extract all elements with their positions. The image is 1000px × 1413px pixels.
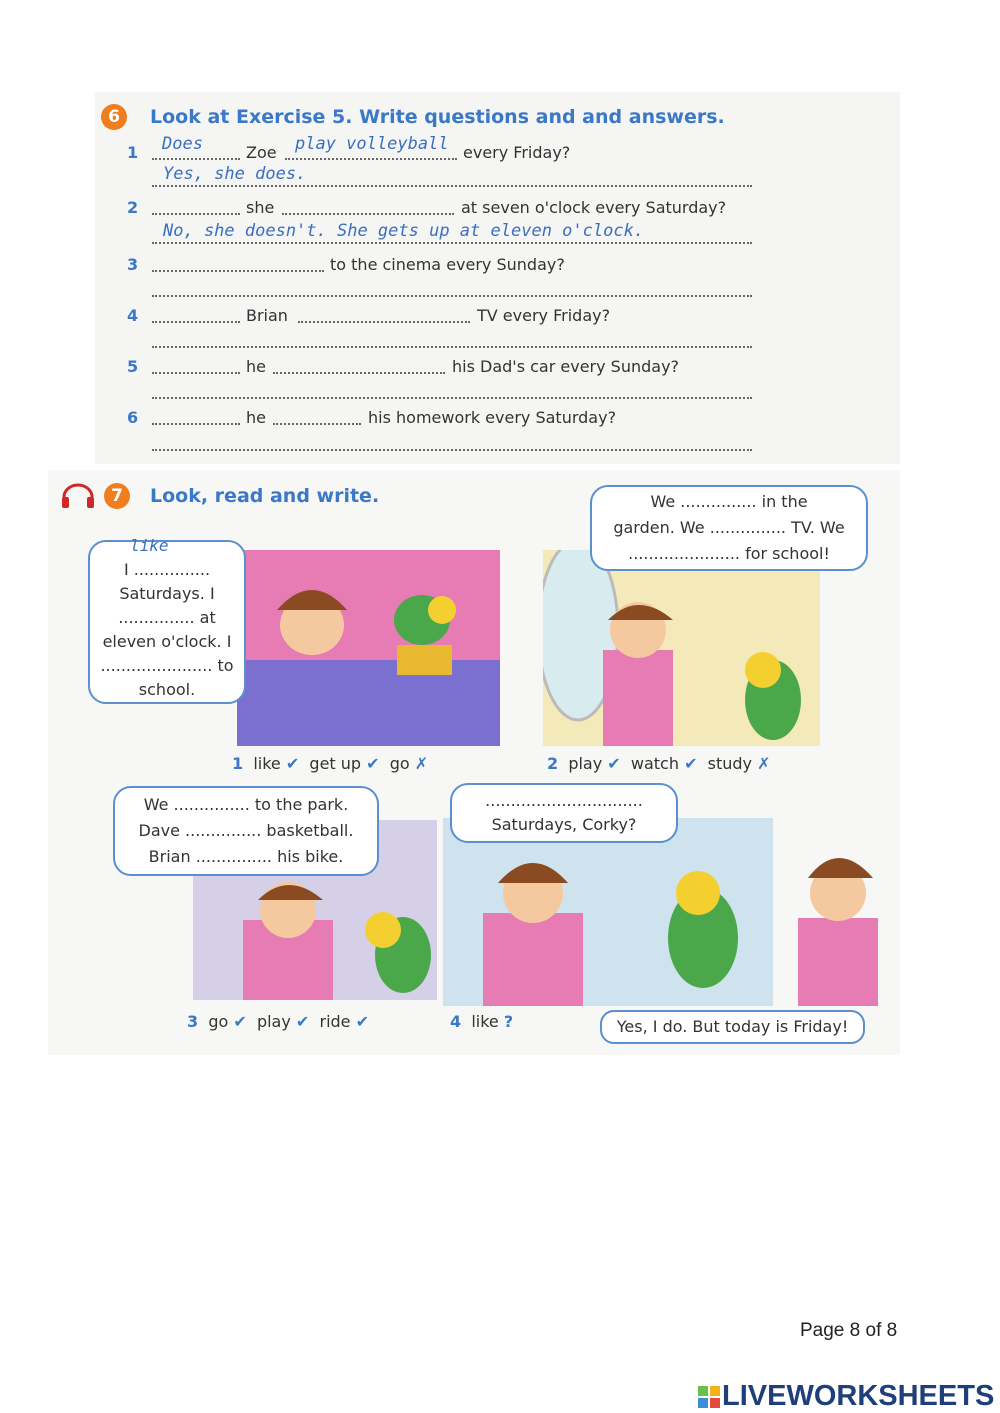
question-text: to the cinema every Sunday? — [330, 255, 565, 274]
item-number: 6 — [127, 408, 139, 427]
answer-blank[interactable] — [285, 158, 457, 160]
item-number: 5 — [127, 357, 139, 376]
item-number: 4 — [127, 306, 139, 325]
cue-3: 3 go ✔ play ✔ ride ✔ — [187, 1012, 370, 1031]
live-logo-icon — [698, 1386, 720, 1408]
answer-blank[interactable] — [152, 321, 240, 323]
exercise7-title: Look, read and write. — [150, 485, 380, 507]
picture-girl-in-bed — [237, 550, 500, 746]
answer-line[interactable] — [152, 295, 752, 297]
exercise6-title: Look at Exercise 5. Write questions and and answers. — [150, 106, 725, 128]
answer-line[interactable] — [152, 449, 752, 451]
answer-blank[interactable] — [273, 372, 445, 374]
answer-fill[interactable]: Does — [162, 134, 203, 154]
speech-bubble-2: We ............... in the garden. We ............... TV. We ...................... for school! — [590, 485, 868, 571]
answer-line[interactable] — [152, 346, 752, 348]
answer-blank[interactable] — [152, 372, 240, 374]
question-text: his homework every Saturday? — [368, 408, 617, 427]
answer-blank[interactable] — [152, 213, 240, 215]
answer-fill[interactable]: No, she doesn't. She gets up at eleven o'clock. — [163, 221, 645, 241]
answer-blank[interactable] — [273, 423, 361, 425]
question-text: he — [246, 408, 266, 427]
answer-blank[interactable] — [152, 270, 324, 272]
picture-girl-mirror — [543, 550, 820, 746]
picture-girl-parrot-toothbrush — [443, 818, 893, 1006]
question-text: his Dad's car every Sunday? — [452, 357, 680, 376]
answer-blank[interactable] — [152, 423, 240, 425]
answer-line[interactable] — [152, 185, 752, 187]
item-number: 2 — [127, 198, 139, 217]
speech-bubble-1: I ............... Saturdays. I ............... at eleven o'clock. I ...................... to school. — [88, 540, 246, 704]
brand-name: LIVEWORKSHEETS — [722, 1380, 995, 1412]
speech-bubble-5: Yes, I do. But today is Friday! — [600, 1010, 865, 1044]
cue-1: 1 like ✔ get up ✔ go ✗ — [232, 754, 429, 773]
answer-blank[interactable] — [282, 213, 454, 215]
question-text: she — [246, 198, 275, 217]
cue-2: 2 play ✔ watch ✔ study ✗ — [547, 754, 771, 773]
item-number: 3 — [127, 255, 139, 274]
speech-bubble-3: We ............... to the park. Dave ............... basketball. Brian ............... his bike. — [113, 786, 379, 876]
liveworksheets-logo — [698, 1380, 994, 1413]
question-text: at seven o'clock every Saturday? — [461, 198, 727, 217]
question-text: he — [246, 357, 266, 376]
answer-fill[interactable]: Yes, she does. — [163, 164, 307, 184]
speech-bubble-4: ............................... Saturdays, Corky? — [450, 783, 678, 843]
headphones-icon — [60, 483, 96, 509]
cue-4: 4 like ? — [450, 1012, 514, 1031]
question-text: TV every Friday? — [477, 306, 611, 325]
answer-fill[interactable]: like — [130, 536, 169, 555]
question-text: every Friday? — [463, 143, 571, 162]
exercise6-number: 6 — [101, 104, 127, 130]
question-text: Brian — [246, 306, 288, 325]
answer-fill[interactable]: play volleyball — [295, 134, 449, 154]
page-number: Page 8 of 8 — [800, 1320, 898, 1341]
exercise7-number: 7 — [104, 483, 130, 509]
answer-blank[interactable] — [152, 158, 240, 160]
answer-blank[interactable] — [298, 321, 470, 323]
answer-line[interactable] — [152, 397, 752, 399]
item-number: 1 — [127, 143, 139, 162]
question-text: Zoe — [246, 143, 277, 162]
answer-line[interactable] — [152, 242, 752, 244]
